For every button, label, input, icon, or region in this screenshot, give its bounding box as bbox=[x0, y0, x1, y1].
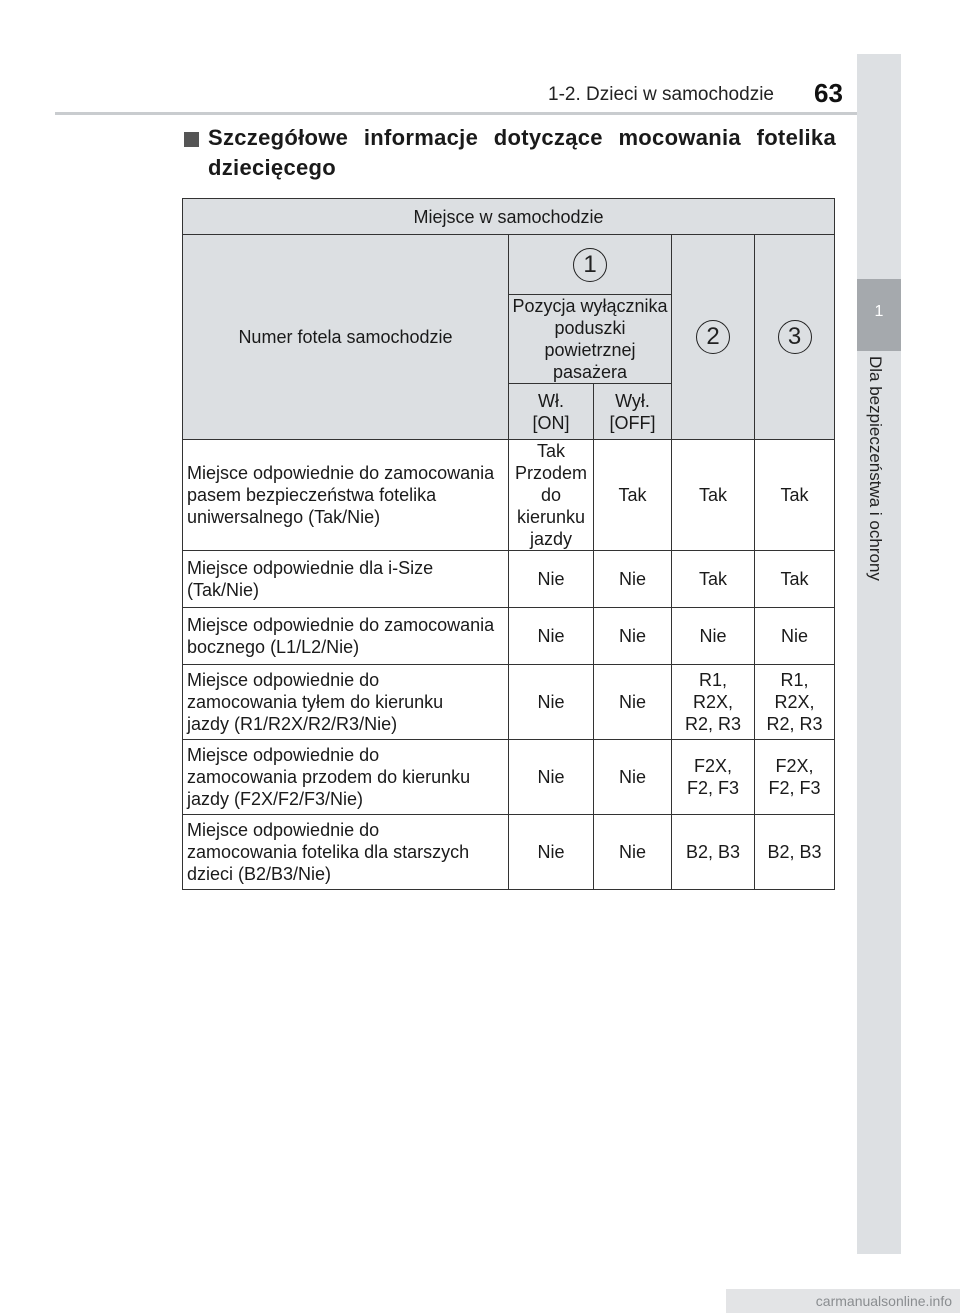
cell-line: Przodem bbox=[514, 463, 588, 483]
header-seat1 bbox=[509, 235, 672, 295]
cell-seat2 bbox=[672, 740, 755, 815]
cell-airbag-on: Nie bbox=[509, 665, 594, 740]
cell-seat3: Nie bbox=[755, 608, 835, 665]
cell-line: Tak bbox=[536, 441, 565, 461]
header-airbag-line: Pozycja wyłącznika bbox=[512, 296, 668, 316]
row-label-line: zamocowania fotelika dla starszych bbox=[187, 842, 470, 862]
cell-airbag-off: Nie bbox=[594, 608, 672, 665]
row-label-line: Miejsce odpowiednie do zamocowania bbox=[187, 615, 495, 635]
table-row bbox=[183, 608, 835, 665]
cell-airbag-off: Nie bbox=[594, 665, 672, 740]
cell-airbag-off: Nie bbox=[594, 815, 672, 890]
cell-seat2: Tak bbox=[672, 440, 755, 551]
header-off-line: [OFF] bbox=[609, 412, 656, 433]
cell-airbag-off: Nie bbox=[594, 740, 672, 815]
table-header-row bbox=[183, 235, 835, 295]
heading-bullet-icon bbox=[184, 132, 199, 147]
row-label bbox=[183, 815, 509, 890]
header-airbag-line: poduszki powietrznej bbox=[544, 318, 636, 360]
row-label bbox=[183, 665, 509, 740]
row-label-line: jazdy (R1/R2X/R2/R3/Nie) bbox=[187, 714, 398, 734]
cell-line: jazdy bbox=[529, 529, 573, 549]
table-row bbox=[183, 440, 835, 551]
row-label bbox=[183, 608, 509, 665]
header-airbag-off bbox=[594, 384, 672, 440]
cell-line: F2X, bbox=[775, 756, 814, 776]
row-label-line: pasem bezpieczeństwa fotelika bbox=[187, 485, 437, 505]
header-seat2 bbox=[672, 235, 755, 440]
row-label-line: Miejsce odpowiednie do zamocowania bbox=[187, 463, 495, 483]
cell-airbag-on: Nie bbox=[509, 815, 594, 890]
row-label-line: bocznego (L1/L2/Nie) bbox=[187, 637, 360, 657]
row-label-line: Miejsce odpowiednie dla i-Size bbox=[187, 558, 434, 578]
cell-line: kierunku bbox=[516, 507, 586, 527]
row-label bbox=[183, 551, 509, 608]
cell-airbag-on: Nie bbox=[509, 608, 594, 665]
header-off-line: Wył. bbox=[615, 390, 650, 411]
row-label-line: dzieci (B2/B3/Nie) bbox=[187, 864, 332, 884]
header-airbag-line: pasażera bbox=[552, 362, 628, 382]
seat-3-circle-icon: 3 bbox=[778, 320, 812, 354]
row-label-line: zamocowania tyłem do kierunku bbox=[187, 692, 444, 712]
cell-line: F2, F3 bbox=[686, 778, 739, 798]
cell-line: R2X, bbox=[774, 692, 815, 712]
table-header-row bbox=[183, 199, 835, 235]
section-title: 1-2. Dzieci w samochodzie bbox=[548, 84, 774, 105]
header-seat-number: Numer fotela samochodzie bbox=[183, 235, 509, 440]
seat-1-circle-icon: 1 bbox=[573, 248, 607, 282]
page-number: 63 bbox=[814, 78, 843, 108]
cell-airbag-on: Nie bbox=[509, 740, 594, 815]
header-on-line: [ON] bbox=[532, 412, 570, 433]
header-on-line: Wł. bbox=[538, 390, 564, 411]
row-label-line: (Tak/Nie) bbox=[187, 580, 260, 600]
row-label bbox=[183, 740, 509, 815]
cell-line: F2X, bbox=[693, 756, 732, 776]
cell-seat3: B2, B3 bbox=[755, 815, 835, 890]
cell-seat2: B2, B3 bbox=[672, 815, 755, 890]
header-divider bbox=[55, 112, 901, 115]
cell-seat2: Tak bbox=[672, 551, 755, 608]
seat-2-circle-icon: 2 bbox=[696, 320, 730, 354]
row-label-line: zamocowania przodem do kierunku bbox=[187, 767, 471, 787]
row-label-line: Miejsce odpowiednie do bbox=[187, 820, 380, 840]
cell-seat3: Tak bbox=[755, 551, 835, 608]
footer-watermark-text: carmanualsonline.info bbox=[815, 1293, 952, 1309]
cell-seat3 bbox=[755, 665, 835, 740]
cell-seat3: Tak bbox=[755, 440, 835, 551]
cell-line: R2, R3 bbox=[766, 714, 823, 734]
cell-line: do bbox=[540, 485, 562, 505]
cell-airbag-off: Nie bbox=[594, 551, 672, 608]
cell-line: R2, R3 bbox=[684, 714, 742, 734]
header-airbag-switch bbox=[509, 295, 672, 384]
cell-line: R2X, bbox=[692, 692, 734, 712]
row-label-line: Miejsce odpowiednie do bbox=[187, 745, 380, 765]
footer-watermark-bar bbox=[726, 1289, 960, 1313]
cell-seat2 bbox=[672, 665, 755, 740]
row-label-line: uniwersalnego (Tak/Nie) bbox=[187, 507, 381, 527]
header-seat3 bbox=[755, 235, 835, 440]
section-heading-line1: Szczegółowe informacje dotyczące mocowania fotelika bbox=[208, 125, 836, 150]
section-heading-line2: dziecięcego bbox=[208, 155, 337, 180]
table-row bbox=[183, 551, 835, 608]
child-seat-table bbox=[182, 198, 835, 890]
chapter-tab-number: 1 bbox=[874, 303, 884, 320]
header-location: Miejsce w samochodzie bbox=[183, 199, 835, 235]
chapter-tab bbox=[857, 279, 901, 351]
row-label-line: Miejsce odpowiednie do bbox=[187, 670, 380, 690]
row-label-line: jazdy (F2X/F2/F3/Nie) bbox=[187, 789, 364, 809]
cell-seat2: Nie bbox=[672, 608, 755, 665]
cell-line: R1, bbox=[698, 670, 727, 690]
row-label bbox=[183, 440, 509, 551]
cell-airbag-on bbox=[509, 440, 594, 551]
table-row bbox=[183, 740, 835, 815]
chapter-side-strip bbox=[857, 54, 901, 1254]
table-row bbox=[183, 815, 835, 890]
chapter-side-title-text: Dla bezpieczeństwa i ochrony bbox=[866, 356, 885, 581]
cell-line: F2, F3 bbox=[768, 778, 821, 798]
cell-airbag-off: Tak bbox=[594, 440, 672, 551]
cell-airbag-on: Nie bbox=[509, 551, 594, 608]
cell-seat3 bbox=[755, 740, 835, 815]
chapter-side-title bbox=[861, 356, 885, 606]
header-airbag-on bbox=[509, 384, 594, 440]
table-row bbox=[183, 665, 835, 740]
cell-line: R1, bbox=[780, 670, 809, 690]
